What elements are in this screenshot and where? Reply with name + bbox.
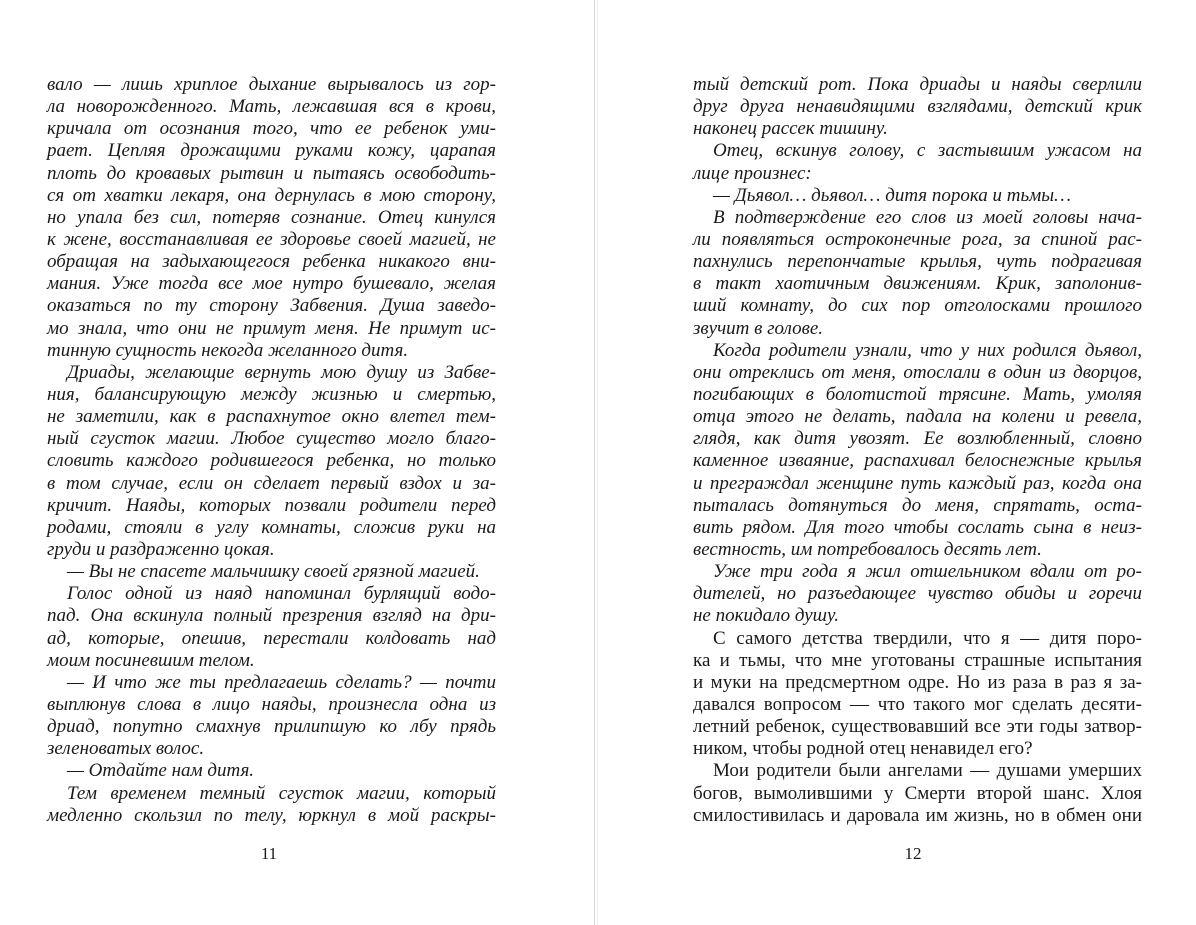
text-line: в такт хаотичным движениям. Крик, заполонив- xyxy=(693,273,1142,295)
text-line: в том случае, если он сделает первый вздох и за- xyxy=(47,472,496,494)
text-line: давался вопросом — что такого мог сделать десяти- xyxy=(693,693,1142,715)
left-page-text xyxy=(47,74,496,827)
text-line: ся от хватки лекаря, она дернулась в мою сторону, xyxy=(47,184,496,206)
text-line: отца этого не делать, падала на колени и ревела, xyxy=(693,406,1142,428)
text-line: Когда родители узнали, что у них родился дьявол, xyxy=(713,339,1142,361)
text-line: они отреклись от меня, отослали в один из дворцов, xyxy=(693,361,1142,383)
text-line: ния, балансирующую между жизнью и смертью, xyxy=(47,383,496,405)
text-line: ный сгусток магии. Любое существо могло благо- xyxy=(47,428,496,450)
text-line: выплюнув слова в лицо наяды, произнесла одна из xyxy=(47,693,496,715)
text-line: тый детский рот. Пока дриады и наяды сверлили xyxy=(693,74,1142,95)
text-line: к жене, восстанавливая ее здоровье своей магией, не xyxy=(47,228,496,250)
text-line: погибающих в болотистой трясине. Мать, умоляя xyxy=(693,383,1142,405)
text-line: медленно скользил по телу, юркнул в мой раскры- xyxy=(47,804,496,826)
text-line: пахнулись перепончатые крылья, чуть подрагивая xyxy=(693,251,1142,273)
left-page-number: 11 xyxy=(260,844,278,863)
text-line: смилостивилась и даровала им жизнь, но в обмен они xyxy=(693,804,1142,826)
text-line: богов, вымолившими у Смерти второй шанс. Хлоя xyxy=(693,782,1142,804)
text-line: родами, стояли в углу комнаты, сложив руки на xyxy=(47,516,496,538)
text-line: обращая на задыхающегося ребенка никакого вни- xyxy=(47,251,496,273)
text-line: моим посиневшим телом. xyxy=(47,649,255,671)
text-line: ший комнату, до сих пор отголосками прошлого xyxy=(693,295,1142,317)
text-line: лице произнес: xyxy=(693,162,812,184)
text-line: Уже три года я жил отшельником вдали от ро- xyxy=(713,561,1142,583)
text-line: Тем временем темный сгусток магии, который xyxy=(67,782,496,804)
text-line: В подтверждение его слов из моей головы нача- xyxy=(713,206,1142,228)
text-line: ла новорожденного. Мать, лежавшая вся в крови, xyxy=(47,96,496,118)
text-line: пыталась дотянуться до меня, спрятать, оста- xyxy=(693,494,1142,516)
text-line: — Вы не спасете мальчишку своей грязной магией. xyxy=(67,561,480,583)
text-line: мания. Уже тогда все мое нутро бушевало, желая xyxy=(47,273,496,295)
text-line: ад, которые, опешив, перестали колдовать над xyxy=(47,627,496,649)
text-line: Дриады, желающие вернуть мою душу из Забве- xyxy=(67,361,496,383)
text-line: мо знала, что они не примут меня. Не примут ис- xyxy=(47,317,496,339)
text-line: дителей, но разъедающее чувство обиды и горечи xyxy=(693,583,1142,605)
text-line: С самого детства твердили, что я — дитя поро- xyxy=(713,627,1142,649)
text-line: не покидало душу. xyxy=(693,605,839,627)
text-line: Отец, вскинув голову, с застывшим ужасом на xyxy=(713,140,1142,162)
text-line: кричала от осознания того, что ее ребенок уми- xyxy=(47,118,496,140)
text-line: не заметили, как в распахнутое окно влетел тем- xyxy=(47,406,496,428)
text-line: и муки на предсмертном одре. Но из раза в раз я за- xyxy=(693,671,1142,693)
text-line: ка и тьмы, что мне уготованы страшные испытания xyxy=(693,649,1142,671)
text-line: ником, чтобы родной отец ненавидел его? xyxy=(693,738,1033,760)
text-line: пад. Она вскинула полный презрения взгляд на дри- xyxy=(47,605,496,627)
text-line: и преграждал женщине путь каждый раз, когда она xyxy=(693,472,1142,494)
text-line: — Отдайте нам дитя. xyxy=(67,760,255,782)
text-line: кричит. Наяды, которых позвали родители перед xyxy=(47,494,496,516)
right-page-number: 12 xyxy=(904,844,922,863)
text-line: глядя, как дитя увозят. Ее возлюбленный, словно xyxy=(693,428,1142,450)
text-line: вало — лишь хриплое дыхание вырывалось из гор- xyxy=(47,74,496,95)
text-line: звучит в голове. xyxy=(693,317,824,339)
text-line: рает. Цепляя дрожащими руками кожу, царапая xyxy=(47,140,496,162)
text-line: дриад, попутно смахнув прилипшую ко лбу прядь xyxy=(47,716,496,738)
text-line: каменное изваяние, распахивал белоснежные крылья xyxy=(693,450,1142,472)
text-line: плоть до кровавых рытвин и пытаясь освободить- xyxy=(47,162,496,184)
text-line: — Дьявол… дьявол… дитя порока и тьмы… xyxy=(713,184,1072,206)
text-line: тинную сущность некогда желанного дитя. xyxy=(47,339,409,361)
text-line: оказаться по ту сторону Забвения. Душа заведо- xyxy=(47,295,496,317)
text-line: вестность, им потребовалось десять лет. xyxy=(693,538,1042,560)
page-gutter-divider xyxy=(594,0,595,925)
page-gutter-shadow xyxy=(597,0,598,925)
text-line: Мои родители были ангелами — душами умерших xyxy=(713,760,1142,782)
text-line: но упала без сил, потеряв сознание. Отец кинулся xyxy=(47,206,496,228)
text-line: летний ребенок, существовавший все эти годы затвор- xyxy=(693,716,1142,738)
text-line: вить рядом. Для того чтобы сослать сына в неиз- xyxy=(693,516,1142,538)
text-line: словить каждого родившегося ребенка, но только xyxy=(47,450,496,472)
text-line: Голос одной из наяд напоминал бурлящий водо- xyxy=(67,583,496,605)
text-line: — И что же ты предлагаешь сделать? — почти xyxy=(67,671,496,693)
text-line: груди и раздраженно цокая. xyxy=(47,538,275,560)
right-page-text xyxy=(693,74,1142,827)
text-line: зеленоватых волос. xyxy=(47,738,205,760)
text-line: ли появляться остроконечные рога, за спиной рас- xyxy=(693,228,1142,250)
text-line: друг друга ненавидящими взглядами, детский крик xyxy=(693,96,1142,118)
text-line: наконец рассек тишину. xyxy=(693,118,888,140)
